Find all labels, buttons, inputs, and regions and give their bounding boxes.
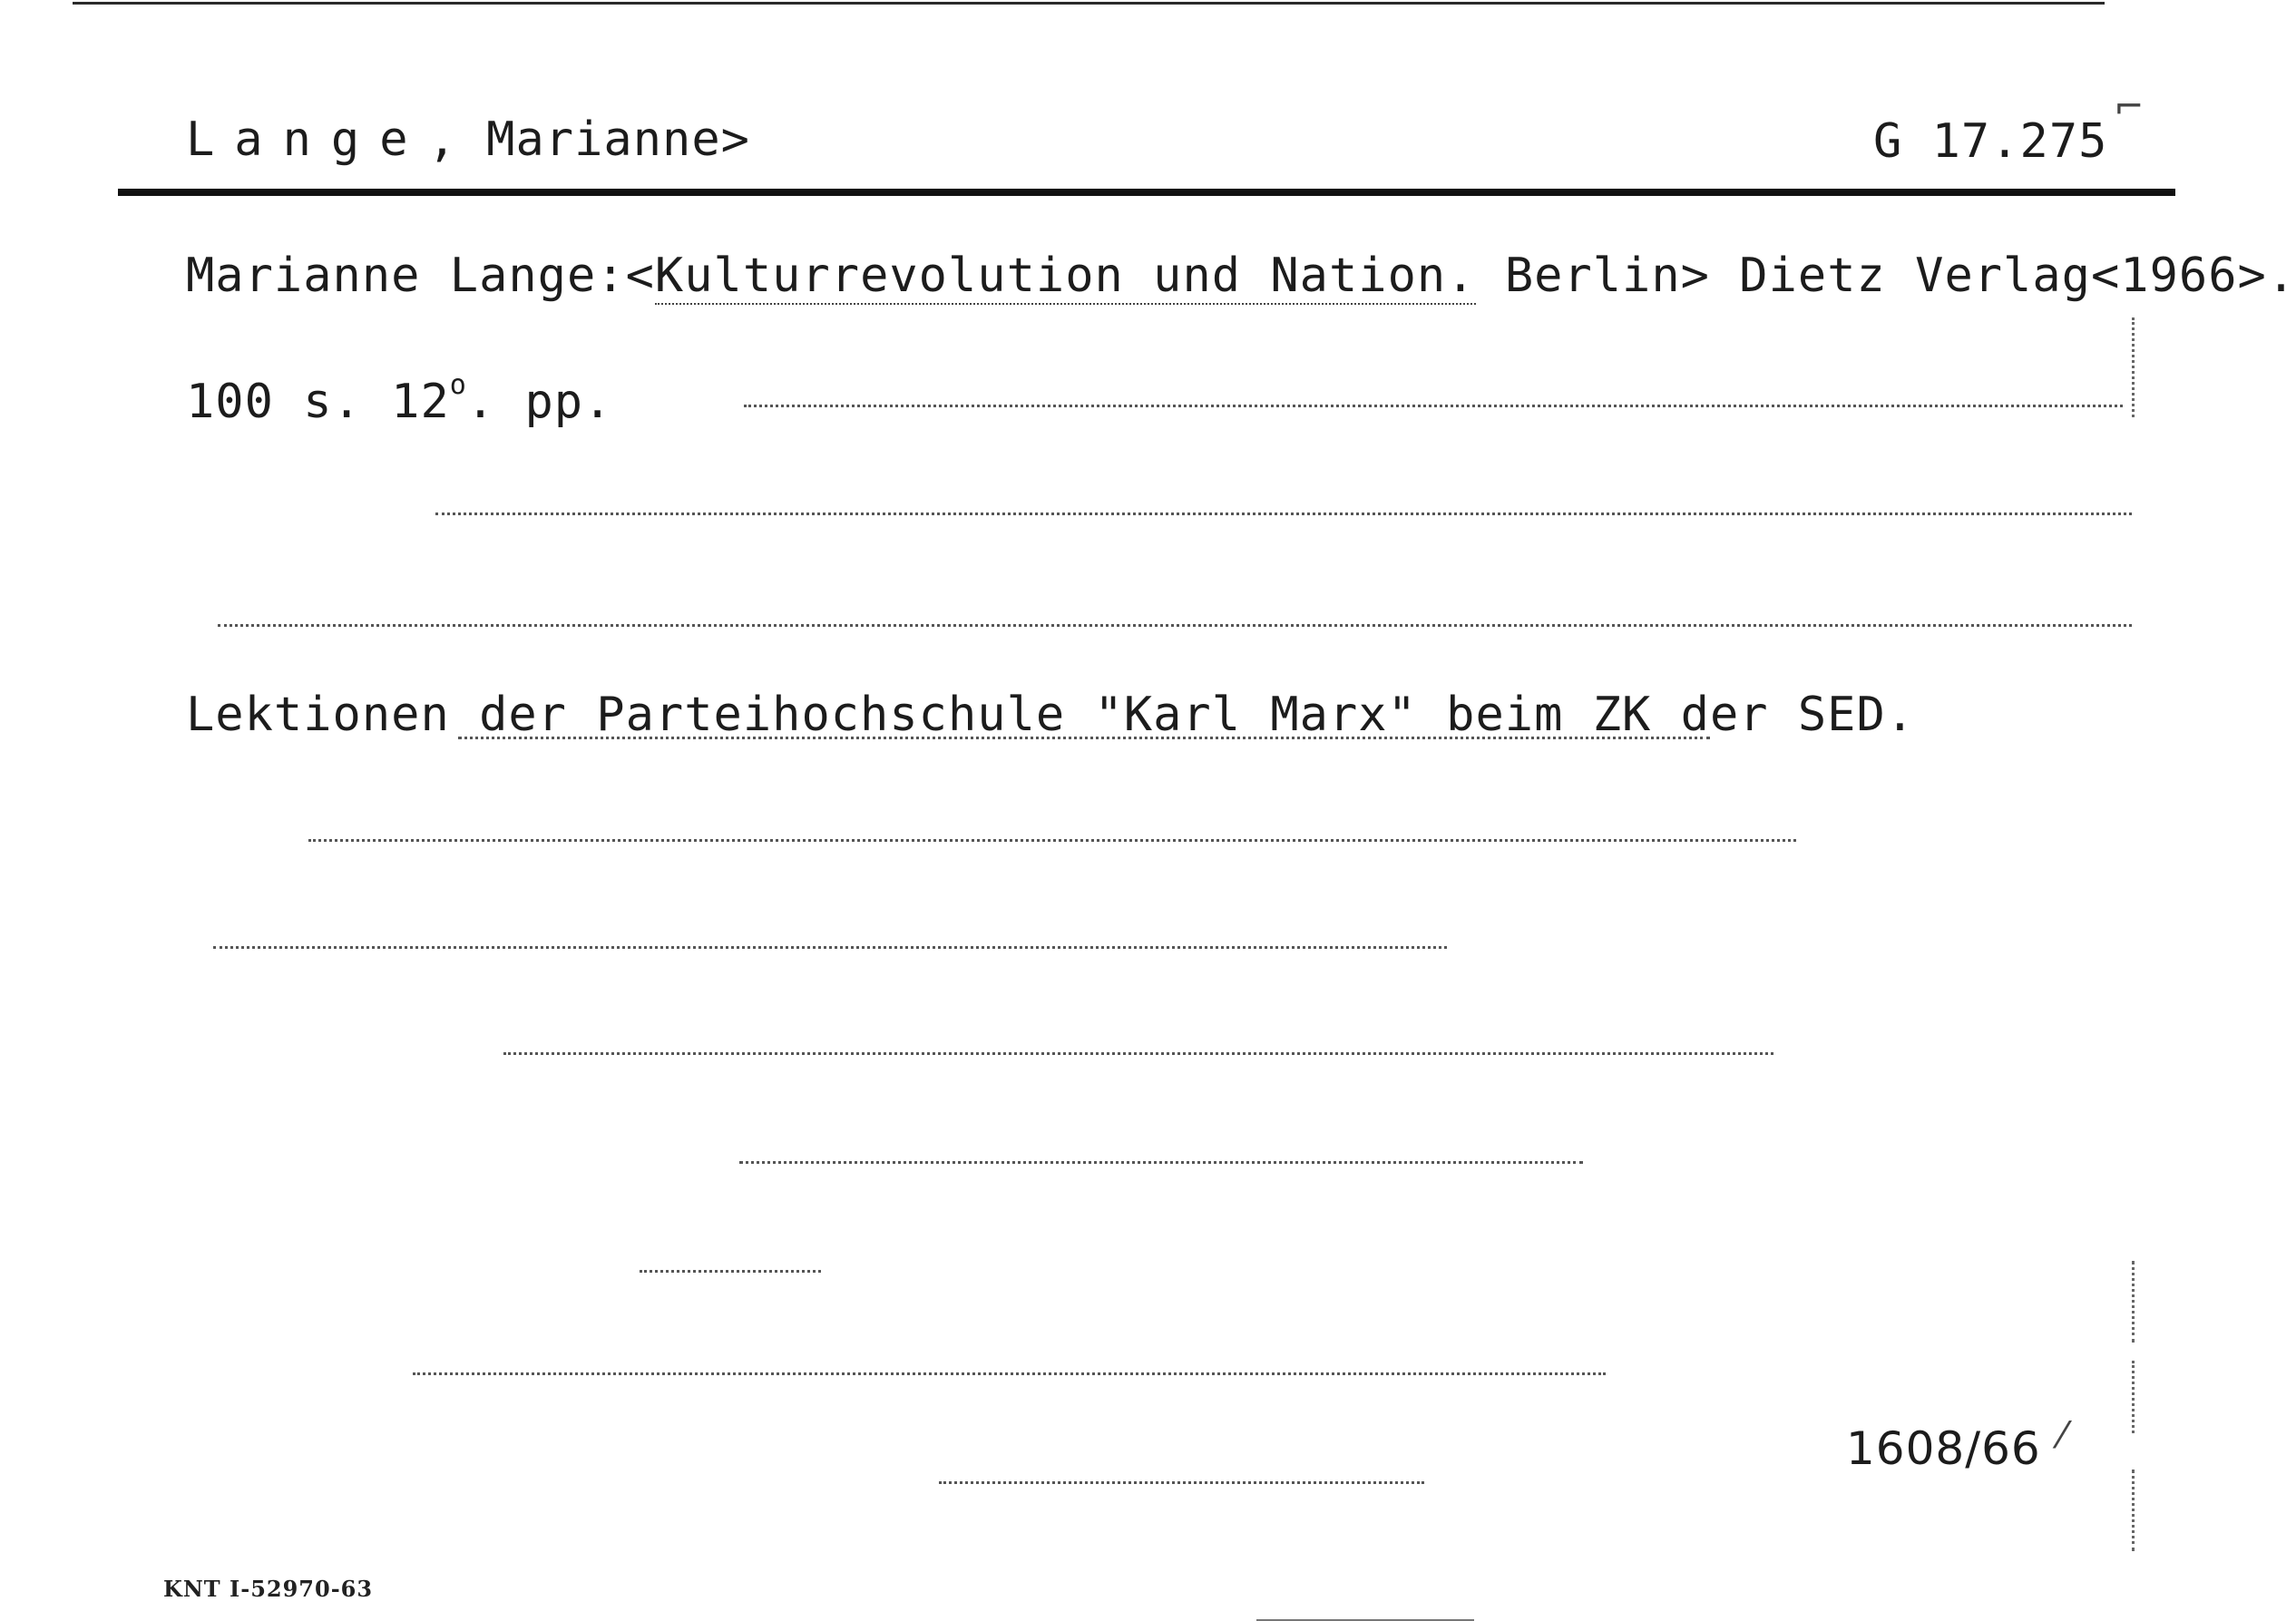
entry-publisher: Dietz Verlag xyxy=(1739,249,2091,303)
call-number: G 17.275 xyxy=(1873,114,2108,169)
entry-author: Marianne Lange: xyxy=(186,249,626,303)
collation-rest: . pp. xyxy=(465,375,613,429)
heading xyxy=(186,112,750,167)
accession-number: 1608/66 xyxy=(1846,1422,2041,1475)
series-statement: Lektionen der Parteihochschule "Karl Marx" beim ZK der SED. xyxy=(186,688,1916,742)
heading-bracket-mark: > xyxy=(720,112,750,167)
heading-surname: Lange xyxy=(186,112,428,167)
ruled-line xyxy=(739,1161,1583,1164)
heading-rule xyxy=(118,189,2175,196)
entry-place: Berlin xyxy=(1504,249,1681,303)
collation-format-superscript: o xyxy=(449,369,466,401)
margin-dots xyxy=(2132,1470,2135,1551)
pen-tick-mark: ⁄ xyxy=(2059,1415,2066,1457)
entry-line xyxy=(186,249,2296,303)
entry-mark-close-2: >. xyxy=(2237,249,2296,303)
margin-dots xyxy=(2132,1261,2135,1343)
entry-year: 1966 xyxy=(2120,249,2238,303)
series-underline xyxy=(458,737,1710,739)
ruled-line xyxy=(744,405,2123,407)
card-top-edge xyxy=(73,2,2105,5)
heading-firstname: Marianne xyxy=(486,112,721,167)
ruled-line xyxy=(503,1052,1773,1055)
ruled-line xyxy=(939,1481,1424,1484)
ruled-line xyxy=(413,1372,1606,1375)
margin-dots xyxy=(2132,317,2135,417)
collation-line xyxy=(186,369,613,429)
ruled-line xyxy=(308,839,1796,842)
ruled-line xyxy=(640,1270,821,1273)
entry-mark-close: > xyxy=(1680,249,1710,303)
collation-pages: 100 s. 12 xyxy=(186,375,450,429)
ruled-line xyxy=(218,624,2132,627)
margin-mark: ⌐ xyxy=(2114,86,2145,128)
printer-code: KNT I-52970-63 xyxy=(163,1576,374,1602)
ruled-line xyxy=(435,513,2132,515)
heading-separator: , xyxy=(427,112,457,167)
entry-title: Kulturrevolution und Nation. xyxy=(654,249,1476,303)
entry-mark-open: < xyxy=(625,249,655,303)
entry-mark-open-2: < xyxy=(2090,249,2121,303)
margin-dots xyxy=(2132,1361,2135,1433)
ruled-line xyxy=(213,946,1447,949)
